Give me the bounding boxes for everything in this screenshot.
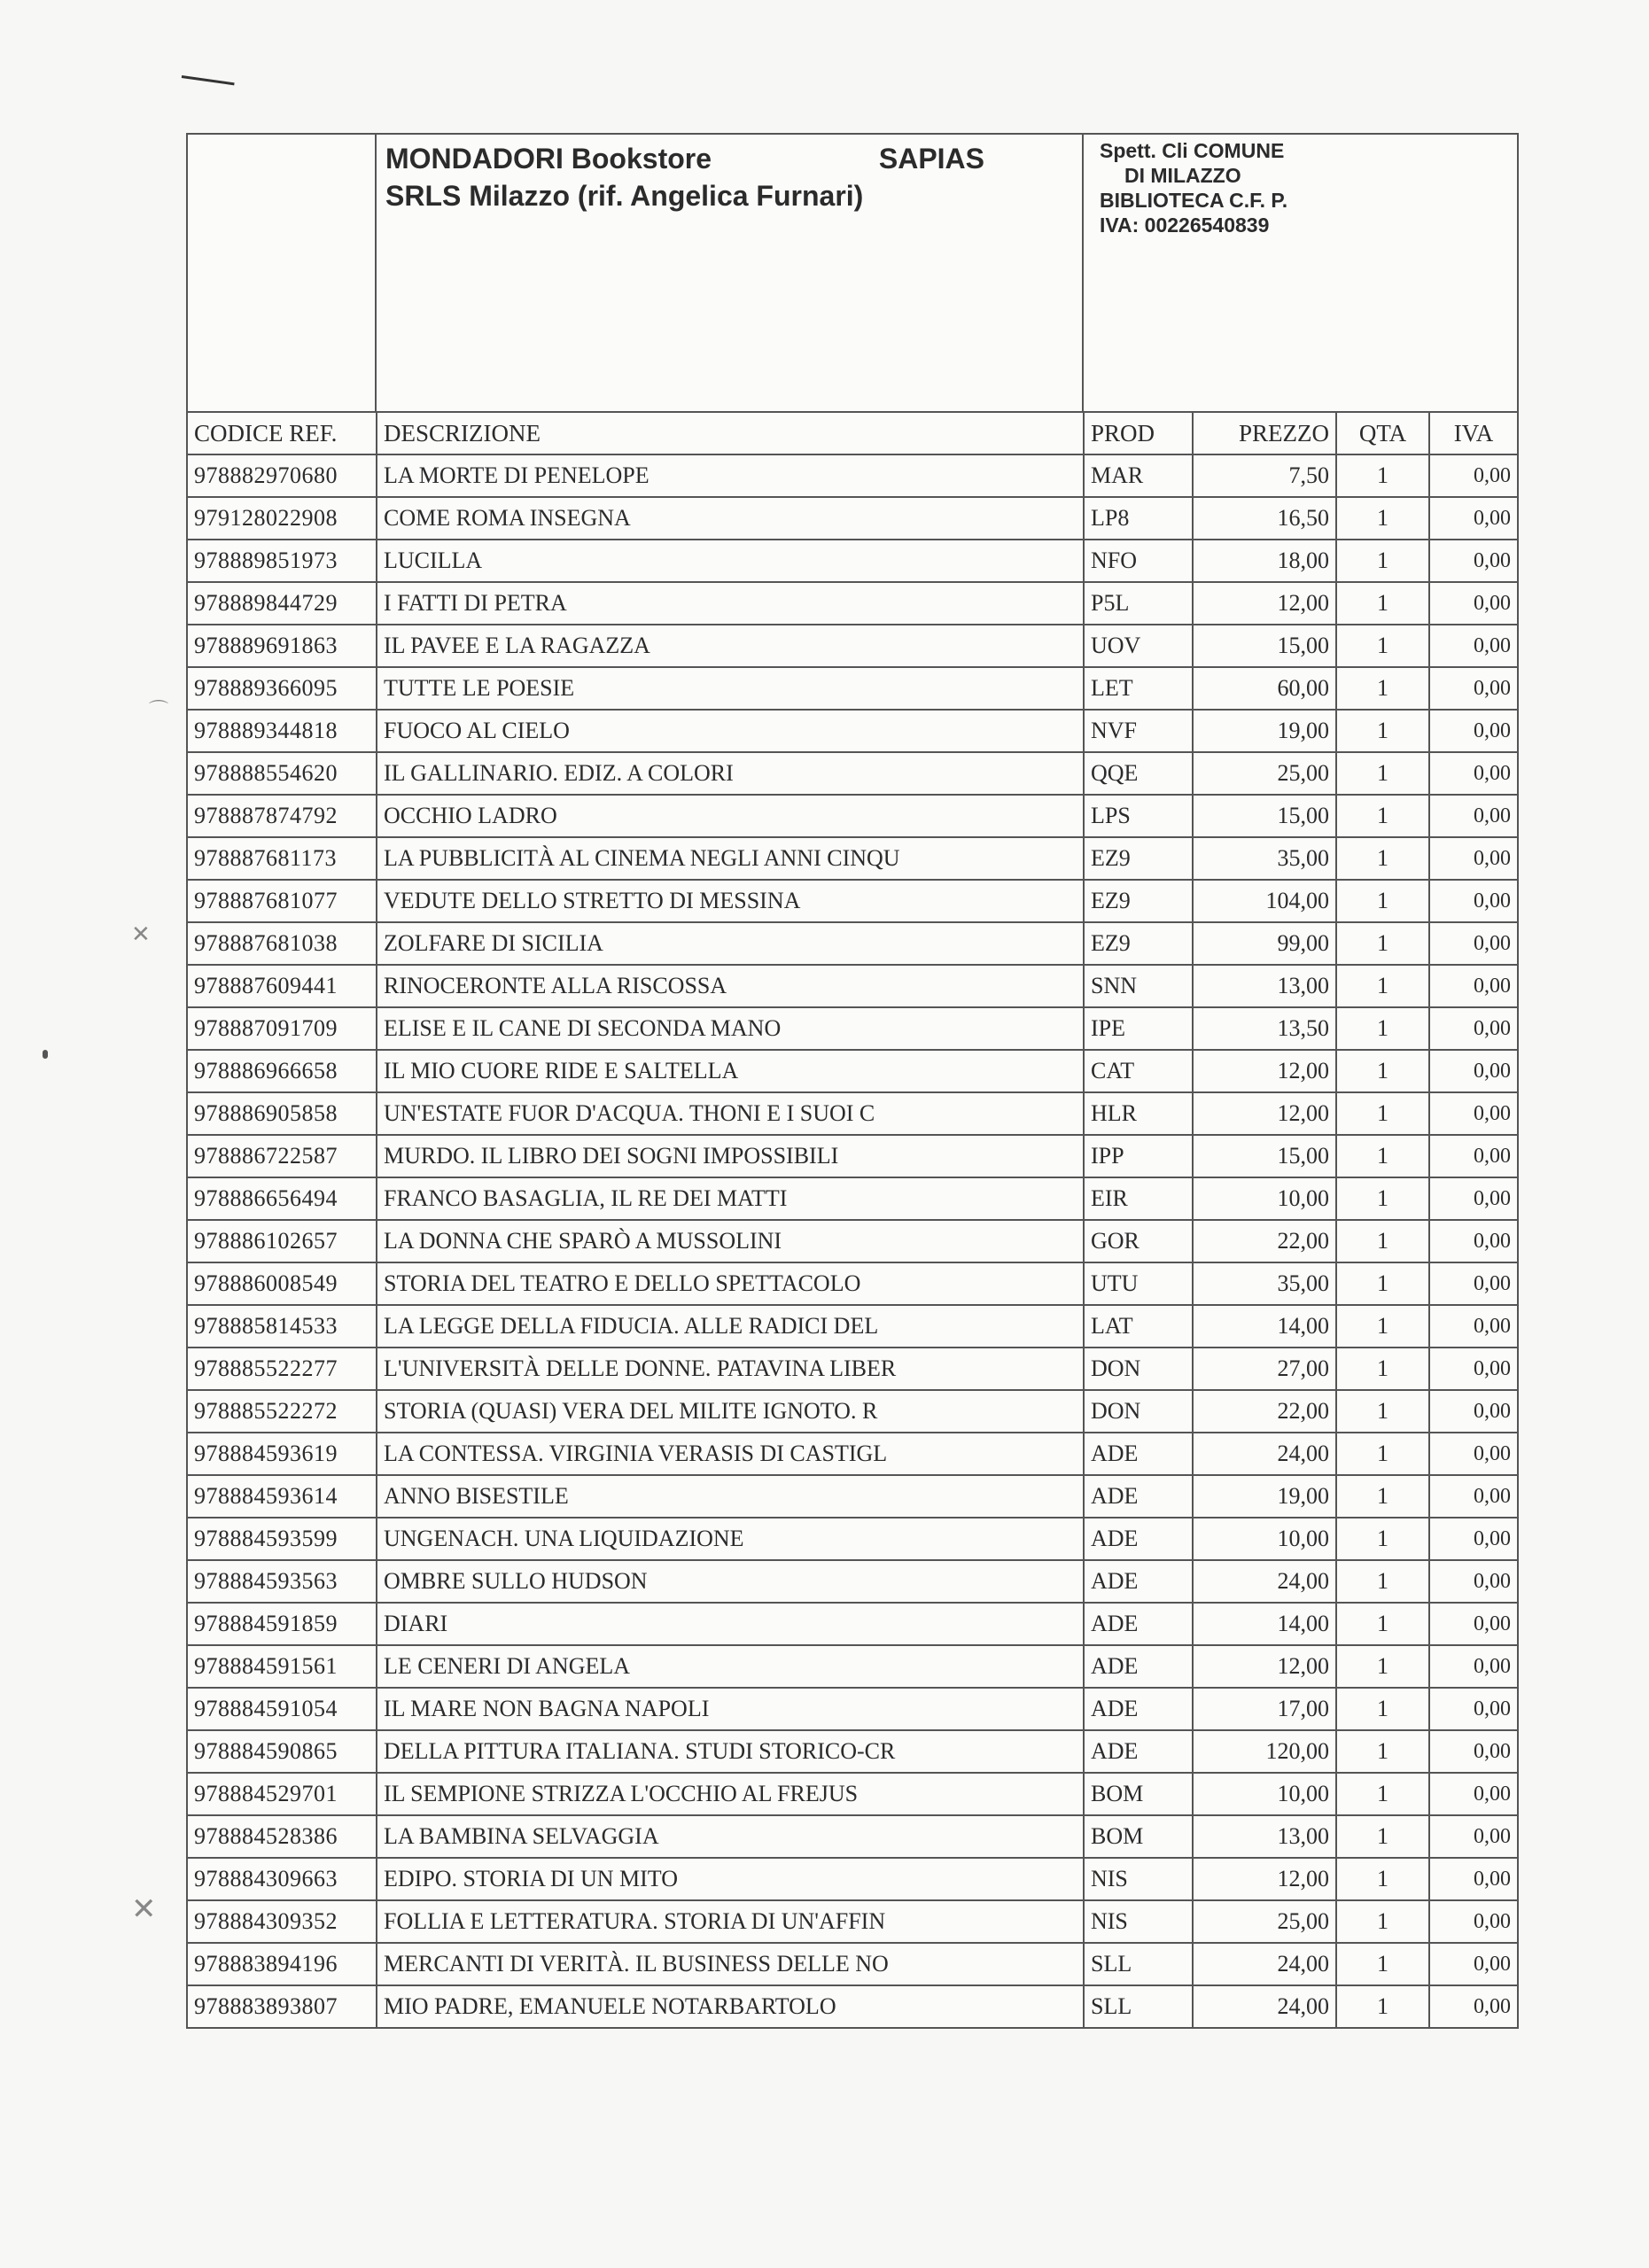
column-header-iva: IVA	[1429, 413, 1517, 454]
cell-description: ELISE E IL CANE DI SECONDA MANO	[377, 1007, 1084, 1050]
table-row	[188, 710, 1517, 752]
cell-code: 978884590865	[188, 1730, 377, 1773]
seller-line-1	[385, 140, 1073, 177]
cell-description: ANNO BISESTILE	[377, 1475, 1084, 1518]
cell-code: 979128022908	[188, 497, 377, 540]
cell-qty: 1	[1336, 1730, 1429, 1773]
table-row	[188, 1985, 1517, 2027]
table-row	[188, 1220, 1517, 1262]
cell-code: 978887681077	[188, 880, 377, 922]
cell-prod: DON	[1084, 1390, 1193, 1433]
cell-description: VEDUTE DELLO STRETTO DI MESSINA	[377, 880, 1084, 922]
cell-prod: MAR	[1084, 454, 1193, 497]
cell-description: ZOLFARE DI SICILIA	[377, 922, 1084, 965]
buyer-line-1: Spett. Cli COMUNE	[1100, 139, 1285, 162]
table-row	[188, 1688, 1517, 1730]
cell-description: IL GALLINARIO. EDIZ. A COLORI	[377, 752, 1084, 795]
table-row	[188, 1603, 1517, 1645]
cell-iva: 0,00	[1429, 1092, 1517, 1135]
cell-code: 978887681173	[188, 837, 377, 880]
cell-price: 25,00	[1193, 1900, 1336, 1943]
cell-description: I FATTI DI PETRA	[377, 582, 1084, 625]
cell-price: 120,00	[1193, 1730, 1336, 1773]
table-row	[188, 1730, 1517, 1773]
cell-qty: 1	[1336, 1348, 1429, 1390]
cell-code: 978887874792	[188, 795, 377, 837]
cell-iva: 0,00	[1429, 1730, 1517, 1773]
table-row	[188, 454, 1517, 497]
cell-description: L'UNIVERSITÀ DELLE DONNE. PATAVINA LIBER	[377, 1348, 1084, 1390]
cell-prod: SNN	[1084, 965, 1193, 1007]
table-row	[188, 1305, 1517, 1348]
cell-description: FOLLIA E LETTERATURA. STORIA DI UN'AFFIN	[377, 1900, 1084, 1943]
cell-description: MURDO. IL LIBRO DEI SOGNI IMPOSSIBILI	[377, 1135, 1084, 1177]
cell-price: 35,00	[1193, 837, 1336, 880]
cell-iva: 0,00	[1429, 1348, 1517, 1390]
table-row	[188, 1560, 1517, 1603]
cell-prod: BOM	[1084, 1815, 1193, 1858]
table-row	[188, 497, 1517, 540]
cell-iva: 0,00	[1429, 1433, 1517, 1475]
cell-iva: 0,00	[1429, 454, 1517, 497]
cell-price: 24,00	[1193, 1943, 1336, 1985]
table-row	[188, 1518, 1517, 1560]
cell-prod: EZ9	[1084, 880, 1193, 922]
cell-qty: 1	[1336, 710, 1429, 752]
seller-line-2: SRLS Milazzo (rif. Angelica Furnari)	[385, 180, 864, 212]
cell-code: 978886722587	[188, 1135, 377, 1177]
seller-block	[377, 135, 1084, 411]
cell-code: 978887681038	[188, 922, 377, 965]
cell-price: 14,00	[1193, 1603, 1336, 1645]
cell-code: 978886102657	[188, 1220, 377, 1262]
cell-code: 978884528386	[188, 1815, 377, 1858]
pen-stroke-mark	[182, 75, 235, 85]
cell-qty: 1	[1336, 1815, 1429, 1858]
cell-price: 60,00	[1193, 667, 1336, 710]
table-row	[188, 1773, 1517, 1815]
items-table	[188, 413, 1517, 2027]
table-row	[188, 1007, 1517, 1050]
cell-iva: 0,00	[1429, 1220, 1517, 1262]
cell-code: 978884593614	[188, 1475, 377, 1518]
cell-description: STORIA DEL TEATRO E DELLO SPETTACOLO	[377, 1262, 1084, 1305]
cell-iva: 0,00	[1429, 1177, 1517, 1220]
cell-iva: 0,00	[1429, 667, 1517, 710]
cell-price: 18,00	[1193, 540, 1336, 582]
cell-code: 978882970680	[188, 454, 377, 497]
seller-name: MONDADORI Bookstore	[385, 143, 712, 175]
cell-description: LA MORTE DI PENELOPE	[377, 454, 1084, 497]
cell-prod: DON	[1084, 1348, 1193, 1390]
table-header-row	[188, 413, 1517, 454]
cell-prod: BOM	[1084, 1773, 1193, 1815]
table-row	[188, 1262, 1517, 1305]
cell-code: 978885522277	[188, 1348, 377, 1390]
cell-iva: 0,00	[1429, 795, 1517, 837]
cell-iva: 0,00	[1429, 1135, 1517, 1177]
invoice-header	[188, 135, 1517, 413]
cell-price: 19,00	[1193, 1475, 1336, 1518]
cell-description: LE CENERI DI ANGELA	[377, 1645, 1084, 1688]
cell-prod: SLL	[1084, 1985, 1193, 2027]
cell-code: 978887091709	[188, 1007, 377, 1050]
cell-iva: 0,00	[1429, 922, 1517, 965]
items-table-body	[188, 454, 1517, 2027]
cell-price: 10,00	[1193, 1518, 1336, 1560]
table-row	[188, 1092, 1517, 1135]
cell-price: 27,00	[1193, 1348, 1336, 1390]
cell-iva: 0,00	[1429, 1262, 1517, 1305]
cell-iva: 0,00	[1429, 1560, 1517, 1603]
seller-suffix: SAPIAS	[878, 143, 984, 175]
cell-iva: 0,00	[1429, 1943, 1517, 1985]
cell-qty: 1	[1336, 1645, 1429, 1688]
cell-price: 16,50	[1193, 497, 1336, 540]
cell-prod: NVF	[1084, 710, 1193, 752]
cell-price: 12,00	[1193, 1092, 1336, 1135]
column-header-qty: QTA	[1336, 413, 1429, 454]
cell-price: 99,00	[1193, 922, 1336, 965]
cell-description: FUOCO AL CIELO	[377, 710, 1084, 752]
cell-qty: 1	[1336, 1305, 1429, 1348]
cell-price: 24,00	[1193, 1985, 1336, 2027]
table-row	[188, 1135, 1517, 1177]
cell-price: 35,00	[1193, 1262, 1336, 1305]
cell-iva: 0,00	[1429, 1858, 1517, 1900]
cell-qty: 1	[1336, 497, 1429, 540]
cell-iva: 0,00	[1429, 880, 1517, 922]
table-row	[188, 1475, 1517, 1518]
cell-qty: 1	[1336, 1390, 1429, 1433]
cell-price: 12,00	[1193, 1050, 1336, 1092]
cell-qty: 1	[1336, 1688, 1429, 1730]
cell-prod: P5L	[1084, 582, 1193, 625]
cell-qty: 1	[1336, 1518, 1429, 1560]
cell-qty: 1	[1336, 1475, 1429, 1518]
cell-price: 13,00	[1193, 965, 1336, 1007]
cell-price: 19,00	[1193, 710, 1336, 752]
cell-qty: 1	[1336, 1135, 1429, 1177]
cell-code: 978885522272	[188, 1390, 377, 1433]
cell-qty: 1	[1336, 582, 1429, 625]
table-row	[188, 1858, 1517, 1900]
cell-iva: 0,00	[1429, 1305, 1517, 1348]
cell-description: EDIPO. STORIA DI UN MITO	[377, 1858, 1084, 1900]
cell-iva: 0,00	[1429, 582, 1517, 625]
cell-description: LA BAMBINA SELVAGGIA	[377, 1815, 1084, 1858]
cell-prod: LPS	[1084, 795, 1193, 837]
cell-price: 7,50	[1193, 454, 1336, 497]
cell-description: UNGENACH. UNA LIQUIDAZIONE	[377, 1518, 1084, 1560]
cell-prod: ADE	[1084, 1475, 1193, 1518]
cell-iva: 0,00	[1429, 1603, 1517, 1645]
cell-code: 978883894196	[188, 1943, 377, 1985]
cell-prod: ADE	[1084, 1518, 1193, 1560]
cell-qty: 1	[1336, 454, 1429, 497]
cell-iva: 0,00	[1429, 1985, 1517, 2027]
cell-code: 978884529701	[188, 1773, 377, 1815]
header-blank-cell	[188, 135, 377, 411]
cell-iva: 0,00	[1429, 1050, 1517, 1092]
table-row	[188, 922, 1517, 965]
cell-price: 10,00	[1193, 1177, 1336, 1220]
cell-iva: 0,00	[1429, 497, 1517, 540]
cell-description: OMBRE SULLO HUDSON	[377, 1560, 1084, 1603]
margin-dot	[43, 1050, 48, 1059]
cell-iva: 0,00	[1429, 1390, 1517, 1433]
cell-qty: 1	[1336, 795, 1429, 837]
cell-qty: 1	[1336, 540, 1429, 582]
cell-price: 14,00	[1193, 1305, 1336, 1348]
cell-prod: ADE	[1084, 1560, 1193, 1603]
cell-qty: 1	[1336, 1773, 1429, 1815]
cell-iva: 0,00	[1429, 752, 1517, 795]
cell-code: 978886008549	[188, 1262, 377, 1305]
cell-qty: 1	[1336, 1220, 1429, 1262]
margin-mark: ⌒	[149, 700, 169, 722]
cell-qty: 1	[1336, 752, 1429, 795]
cell-description: OCCHIO LADRO	[377, 795, 1084, 837]
table-row	[188, 1348, 1517, 1390]
table-row	[188, 1815, 1517, 1858]
cell-prod: GOR	[1084, 1220, 1193, 1262]
table-row	[188, 1050, 1517, 1092]
cell-prod: ADE	[1084, 1645, 1193, 1688]
cell-description: IL MIO CUORE RIDE E SALTELLA	[377, 1050, 1084, 1092]
cell-prod: LP8	[1084, 497, 1193, 540]
cell-description: LA LEGGE DELLA FIDUCIA. ALLE RADICI DEL	[377, 1305, 1084, 1348]
cell-prod: LET	[1084, 667, 1193, 710]
cell-description: DELLA PITTURA ITALIANA. STUDI STORICO-CR	[377, 1730, 1084, 1773]
cell-price: 104,00	[1193, 880, 1336, 922]
table-row	[188, 667, 1517, 710]
cell-price: 12,00	[1193, 582, 1336, 625]
table-row	[188, 625, 1517, 667]
cell-code: 978884593563	[188, 1560, 377, 1603]
cell-qty: 1	[1336, 922, 1429, 965]
cell-prod: NFO	[1084, 540, 1193, 582]
cell-qty: 1	[1336, 625, 1429, 667]
cell-description: IL MARE NON BAGNA NAPOLI	[377, 1688, 1084, 1730]
cell-code: 978884591054	[188, 1688, 377, 1730]
cell-prod: QQE	[1084, 752, 1193, 795]
cell-price: 17,00	[1193, 1688, 1336, 1730]
column-header-price: PREZZO	[1193, 413, 1336, 454]
cell-prod: ADE	[1084, 1730, 1193, 1773]
table-row	[188, 1900, 1517, 1943]
buyer-line-3: BIBLIOTECA C.F. P.	[1100, 189, 1288, 212]
cell-description: IL SEMPIONE STRIZZA L'OCCHIO AL FREJUS	[377, 1773, 1084, 1815]
cell-price: 10,00	[1193, 1773, 1336, 1815]
cell-iva: 0,00	[1429, 1688, 1517, 1730]
cell-qty: 1	[1336, 1985, 1429, 2027]
cell-code: 978884591859	[188, 1603, 377, 1645]
cell-qty: 1	[1336, 1050, 1429, 1092]
cell-prod: LAT	[1084, 1305, 1193, 1348]
table-row	[188, 752, 1517, 795]
cell-code: 978889844729	[188, 582, 377, 625]
table-row	[188, 795, 1517, 837]
cell-prod: NIS	[1084, 1858, 1193, 1900]
cell-price: 15,00	[1193, 795, 1336, 837]
cell-iva: 0,00	[1429, 1475, 1517, 1518]
cell-prod: CAT	[1084, 1050, 1193, 1092]
table-row	[188, 582, 1517, 625]
cell-iva: 0,00	[1429, 837, 1517, 880]
cell-code: 978887609441	[188, 965, 377, 1007]
cell-iva: 0,00	[1429, 710, 1517, 752]
cell-description: DIARI	[377, 1603, 1084, 1645]
cell-price: 24,00	[1193, 1560, 1336, 1603]
cell-qty: 1	[1336, 1433, 1429, 1475]
cell-prod: IPP	[1084, 1135, 1193, 1177]
cell-qty: 1	[1336, 837, 1429, 880]
cell-price: 15,00	[1193, 1135, 1336, 1177]
buyer-line-2: DI MILAZZO	[1124, 164, 1241, 187]
cell-description: IL PAVEE E LA RAGAZZA	[377, 625, 1084, 667]
cell-iva: 0,00	[1429, 1645, 1517, 1688]
cell-price: 15,00	[1193, 625, 1336, 667]
cell-code: 978888554620	[188, 752, 377, 795]
cell-qty: 1	[1336, 1560, 1429, 1603]
cell-price: 13,00	[1193, 1815, 1336, 1858]
cell-qty: 1	[1336, 1007, 1429, 1050]
cell-prod: EIR	[1084, 1177, 1193, 1220]
cell-code: 978889691863	[188, 625, 377, 667]
cell-description: RINOCERONTE ALLA RISCOSSA	[377, 965, 1084, 1007]
cell-description: TUTTE LE POESIE	[377, 667, 1084, 710]
cell-description: UN'ESTATE FUOR D'ACQUA. THONI E I SUOI C	[377, 1092, 1084, 1135]
cell-qty: 1	[1336, 667, 1429, 710]
cell-code: 978886905858	[188, 1092, 377, 1135]
cell-description: LA PUBBLICITÀ AL CINEMA NEGLI ANNI CINQU	[377, 837, 1084, 880]
cell-code: 978886966658	[188, 1050, 377, 1092]
cell-iva: 0,00	[1429, 1007, 1517, 1050]
cell-price: 12,00	[1193, 1858, 1336, 1900]
cell-prod: SLL	[1084, 1943, 1193, 1985]
cell-price: 12,00	[1193, 1645, 1336, 1688]
cell-qty: 1	[1336, 1262, 1429, 1305]
table-row	[188, 1177, 1517, 1220]
cell-code: 978889366095	[188, 667, 377, 710]
cell-qty: 1	[1336, 1943, 1429, 1985]
cell-price: 24,00	[1193, 1433, 1336, 1475]
table-row	[188, 965, 1517, 1007]
cell-iva: 0,00	[1429, 1900, 1517, 1943]
table-row	[188, 1390, 1517, 1433]
margin-mark: ✕	[131, 921, 151, 948]
cell-description: STORIA (QUASI) VERA DEL MILITE IGNOTO. R	[377, 1390, 1084, 1433]
cell-description: MIO PADRE, EMANUELE NOTARBARTOLO	[377, 1985, 1084, 2027]
cell-prod: NIS	[1084, 1900, 1193, 1943]
cell-code: 978889851973	[188, 540, 377, 582]
cell-description: LA DONNA CHE SPARÒ A MUSSOLINI	[377, 1220, 1084, 1262]
cell-price: 25,00	[1193, 752, 1336, 795]
cell-qty: 1	[1336, 1858, 1429, 1900]
cell-code: 978889344818	[188, 710, 377, 752]
table-row	[188, 837, 1517, 880]
column-header-code: CODICE REF.	[188, 413, 377, 454]
table-row	[188, 880, 1517, 922]
cell-iva: 0,00	[1429, 965, 1517, 1007]
table-row	[188, 540, 1517, 582]
buyer-block	[1084, 135, 1517, 411]
table-row	[188, 1943, 1517, 1985]
invoice-sheet	[186, 133, 1519, 2029]
margin-mark: ✕	[131, 1891, 157, 1927]
cell-prod: EZ9	[1084, 837, 1193, 880]
cell-prod: ADE	[1084, 1433, 1193, 1475]
cell-qty: 1	[1336, 1092, 1429, 1135]
cell-qty: 1	[1336, 880, 1429, 922]
cell-iva: 0,00	[1429, 1815, 1517, 1858]
cell-description: LA CONTESSA. VIRGINIA VERASIS DI CASTIGL	[377, 1433, 1084, 1475]
cell-code: 978884591561	[188, 1645, 377, 1688]
cell-code: 978884593599	[188, 1518, 377, 1560]
cell-qty: 1	[1336, 1900, 1429, 1943]
column-header-prod: PROD	[1084, 413, 1193, 454]
cell-prod: HLR	[1084, 1092, 1193, 1135]
cell-description: MERCANTI DI VERITÀ. IL BUSINESS DELLE NO	[377, 1943, 1084, 1985]
cell-description: LUCILLA	[377, 540, 1084, 582]
cell-code: 978885814533	[188, 1305, 377, 1348]
table-row	[188, 1645, 1517, 1688]
cell-code: 978884593619	[188, 1433, 377, 1475]
cell-qty: 1	[1336, 1603, 1429, 1645]
cell-iva: 0,00	[1429, 1518, 1517, 1560]
cell-description: COME ROMA INSEGNA	[377, 497, 1084, 540]
cell-prod: ADE	[1084, 1603, 1193, 1645]
cell-description: FRANCO BASAGLIA, IL RE DEI MATTI	[377, 1177, 1084, 1220]
column-header-description: DESCRIZIONE	[377, 413, 1084, 454]
cell-qty: 1	[1336, 1177, 1429, 1220]
cell-code: 978886656494	[188, 1177, 377, 1220]
cell-code: 978884309663	[188, 1858, 377, 1900]
cell-price: 22,00	[1193, 1220, 1336, 1262]
cell-price: 22,00	[1193, 1390, 1336, 1433]
cell-code: 978883893807	[188, 1985, 377, 2027]
cell-price: 13,50	[1193, 1007, 1336, 1050]
cell-iva: 0,00	[1429, 1773, 1517, 1815]
cell-qty: 1	[1336, 965, 1429, 1007]
cell-iva: 0,00	[1429, 625, 1517, 667]
cell-iva: 0,00	[1429, 540, 1517, 582]
buyer-vat-number: IVA: 00226540839	[1100, 214, 1270, 237]
cell-prod: UTU	[1084, 1262, 1193, 1305]
cell-prod: EZ9	[1084, 922, 1193, 965]
cell-prod: IPE	[1084, 1007, 1193, 1050]
cell-code: 978884309352	[188, 1900, 377, 1943]
cell-prod: UOV	[1084, 625, 1193, 667]
table-row	[188, 1433, 1517, 1475]
cell-prod: ADE	[1084, 1688, 1193, 1730]
